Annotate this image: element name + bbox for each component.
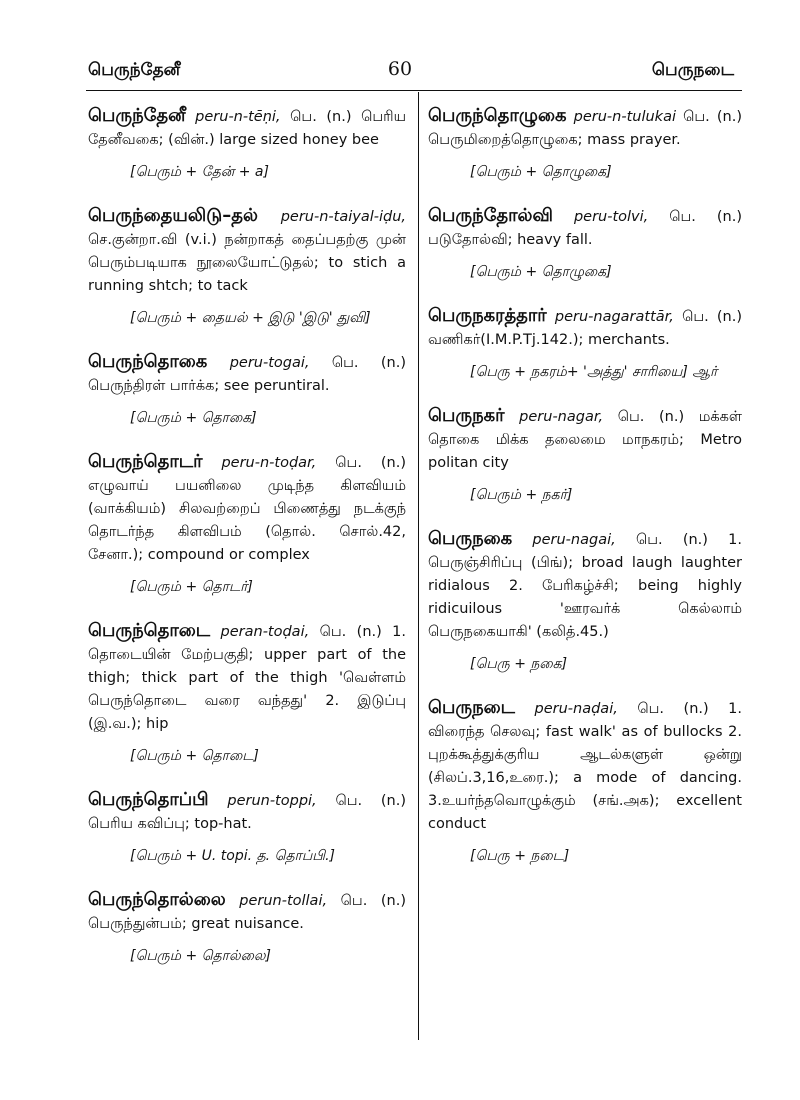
gloss: பெ. (n.) எழுவாய் பயனிலை முடிந்த கிளவியம் (வாக்கியம்) சிலவற்றைப் பிணைத்து நடக்குந் தொடர்ந்த கிளவிபம் (தொல். சொல்.42, சேனா.); compound or complex — [88, 455, 406, 563]
left-column — [88, 104, 406, 966]
page-number: 60 — [387, 58, 413, 80]
gloss: பெ. (n.) படுதோல்வி; heavy fall. — [428, 209, 742, 248]
etymology: [பெரும் + தொடர்] — [130, 579, 253, 595]
gloss: பெ. (n.) பெரிய தேனீவகை; (வின்.) large sized honey bee — [88, 109, 407, 148]
transliteration: peru-nagai, — [532, 532, 616, 548]
gloss: பெ. (n.) மக்கள் தொகை மிக்க தலைமை மாநகரம்; Metro politan city — [428, 409, 743, 471]
gloss: பெ. (n.) பெருந்துன்பம்; great nuisance. — [88, 893, 406, 932]
dictionary-entry — [428, 204, 742, 282]
headword: பெருந்தொடர் — [88, 451, 203, 472]
dictionary-entry — [88, 888, 406, 966]
dictionary-entry — [88, 104, 406, 182]
transliteration: perun-toppi, — [227, 793, 317, 809]
dictionary-entry — [88, 450, 406, 597]
headword: பெருந்தொழுகை — [428, 105, 567, 126]
gloss: பெ. (n.) வணிகர்(I.M.P.Tj.142.); merchants. — [428, 309, 743, 348]
gloss: பெ. (n.) பெருமிறைத்தொழுகை; mass prayer. — [428, 109, 742, 148]
etymology: [பெரு + நடை] — [470, 848, 570, 864]
gloss: செ.குன்றா.வி (v.i.) நன்றாகத் தைப்பதற்கு முன் பெரும்படியாக நூலையோட்டுதல்; to stich a running shtch; to tack — [88, 232, 406, 294]
etymology: [பெரு + நகரம்+ 'அத்து' சாரியை] ஆர் — [470, 364, 718, 380]
gloss: பெ. (n.) பெரிய கவிப்பு; top-hat. — [88, 793, 406, 832]
gloss: பெ. (n.) பெருந்திரள் பார்க்க; see peruntiral. — [88, 355, 406, 394]
right-column — [428, 104, 742, 866]
dictionary-entry — [428, 104, 742, 182]
dictionary-entry — [428, 696, 742, 866]
etymology: [பெரும் + தேன் + a] — [130, 164, 269, 180]
etymology: [பெரும் + தையல் + இடு 'இடு' துவி] — [130, 310, 371, 326]
transliteration: peru-togai, — [229, 355, 310, 371]
headword: பெருந்தொல்லை — [88, 889, 226, 910]
dictionary-entry — [428, 527, 742, 674]
dictionary-entry — [428, 404, 742, 505]
headword: பெருந்தொப்பி — [88, 789, 209, 810]
transliteration: peru-n-toḍar, — [221, 455, 317, 471]
transliteration: peru-nagar, — [519, 409, 604, 425]
headword: பெருந்தொடை — [88, 620, 211, 641]
column-divider — [418, 92, 419, 1040]
transliteration: peru-n-tulukai — [573, 109, 676, 125]
headword: பெருநடை — [428, 697, 515, 718]
dictionary-entry — [88, 788, 406, 866]
header-rule — [86, 90, 742, 91]
gloss: பெ. (n.) 1. விரைந்த செலவு; fast walk' as of bullocks 2. புறக்கூத்துக்குரிய ஆடல்களுள் ஒன்று (சிலப்.3,16,உரை.); a mode of dancing. 3.உயர்ந்தவொழுக்கும் (சங்.அக); excellent conduct — [428, 701, 742, 832]
dictionary-entry — [88, 204, 406, 328]
transliteration: perun-tollai, — [239, 893, 328, 909]
etymology: [பெரும் + தொழுகை] — [470, 164, 612, 180]
dictionary-entry — [88, 619, 406, 766]
etymology: [பெரும் + தொடை] — [130, 748, 259, 764]
headword: பெருநகர் — [428, 405, 505, 426]
headword: பெருந்தொகை — [88, 351, 208, 372]
headword: பெருந்தேனீ — [88, 105, 186, 126]
gloss: பெ. (n.) 1. பெருஞ்சிரிப்பு (பிங்); broad laugh laughter ridialous 2. பேரிகழ்ச்சி; being highly ridicuilous 'ஊரவர்க் கெல்லாம் பெருநகையாகி' (கலித்.45.) — [428, 532, 742, 640]
etymology: [பெரும் + தொகை] — [130, 410, 257, 426]
transliteration: peran-toḍai, — [220, 624, 310, 640]
headword: பெருந்தோல்வி — [428, 205, 553, 226]
headword: பெருநகை — [428, 528, 513, 549]
dictionary-entry — [88, 350, 406, 428]
dictionary-entry — [428, 304, 742, 382]
etymology: [பெரு + நகை] — [470, 656, 568, 672]
transliteration: peru-n-tēṇi, — [195, 109, 281, 125]
transliteration: peru-tolvi, — [573, 209, 649, 225]
gloss: பெ. (n.) 1. தொடையின் மேற்பகுதி; upper part of the thigh; thick part of the thigh 'வெள்ளம் பெருந்தொடை வரை வந்தது' 2. இடுப்பு (இ.வ.); hip — [88, 624, 407, 732]
etymology: [பெரும் + தொழுகை] — [470, 264, 612, 280]
etymology: [பெரும் + நகர்] — [470, 487, 573, 503]
headword: பெருந்தையலிடு–தல் — [88, 205, 258, 226]
transliteration: peru-naḍai, — [534, 701, 618, 717]
etymology: [பெரும் + U. topi. த. தொப்பி.] — [130, 848, 335, 864]
headword: பெருநகரத்தார் — [428, 305, 547, 326]
transliteration: peru-n-taiyal-iḍu, — [280, 209, 406, 225]
running-head-left: பெருந்தேனீ — [88, 60, 181, 80]
running-head-right: பெருநடை — [651, 60, 734, 80]
etymology: [பெரும் + தொல்லை] — [130, 948, 271, 964]
transliteration: peru-nagarattār, — [554, 309, 674, 325]
